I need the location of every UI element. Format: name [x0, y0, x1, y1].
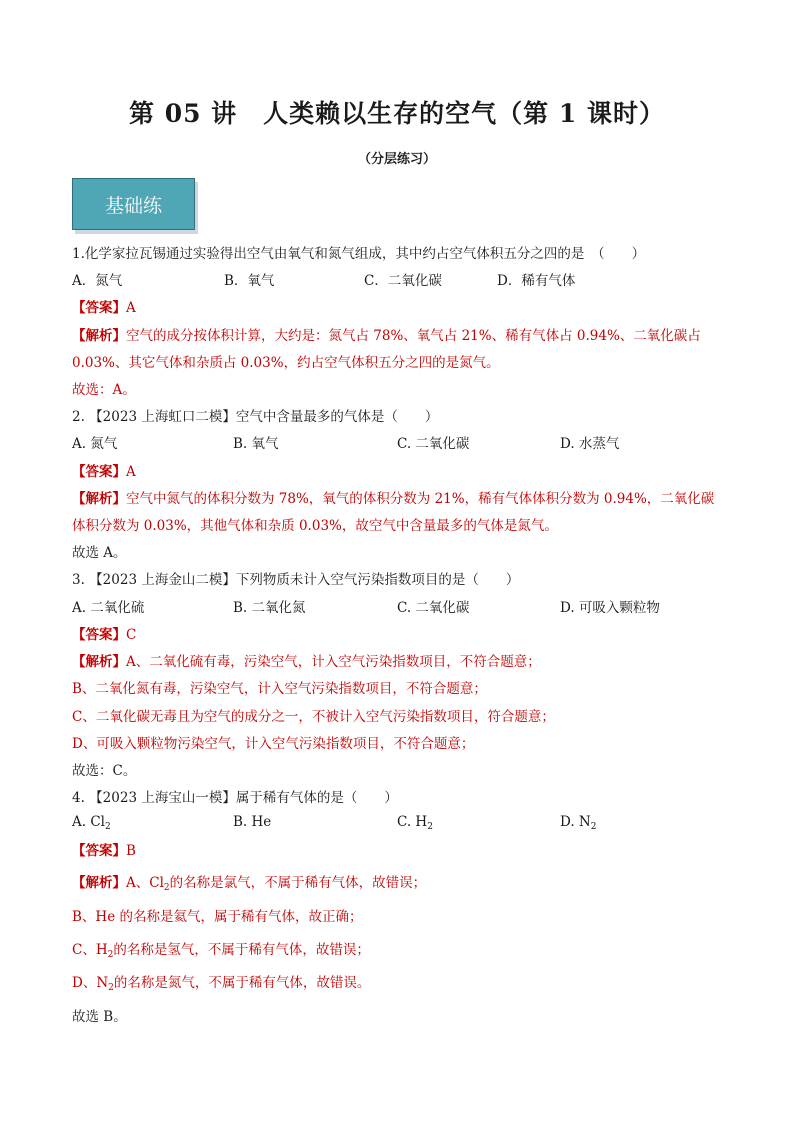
q4-analysis-d: D、$N_2$的名称是氮气，不属于稀有气体，故错误。	[72, 975, 371, 993]
q1-answer: 【答案】A	[72, 300, 136, 316]
q3-stem: 3. 【2023 上海金山二模】下列物质未计入空气污染指数项目的是（ ）	[72, 572, 520, 588]
q3-analysis-2: B、二氧化氮有毒，污染空气，计入空气污染指数项目，不符合题意；	[72, 681, 487, 697]
q4-option-b: B. He	[233, 814, 272, 830]
q2-stem: 2. 【2023 上海虹口二模】空气中含量最多的气体是（ ）	[72, 409, 439, 425]
page-subtitle: （分层练习）	[357, 152, 436, 167]
page-title: 第 05 讲 人类赖以生存的空气（第 1 课时）	[128, 99, 665, 128]
q1-option-a: A．氮气	[72, 273, 123, 289]
q2-conclusion: 故选 A。	[72, 545, 127, 561]
q1-analysis-2: 0.03%、其它气体和杂质占 0.03%，约占空气体积五分之四的是氮气。	[72, 355, 500, 371]
q4-conclusion: 故选 B。	[72, 1009, 127, 1025]
q3-analysis-4: D、可吸入颗粒物污染空气，计入空气污染指数项目，不符合题意；	[72, 736, 475, 752]
q4-stem: 4. 【2023 上海宝山一模】属于稀有气体的是（ ）	[72, 790, 398, 806]
q2-option-a: A. 氮气	[72, 436, 118, 452]
q3-answer: 【答案】C	[72, 627, 137, 643]
q2-option-d: D. 水蒸气	[560, 436, 620, 452]
q3-analysis-3: C、二氧化碳无毒且为空气的成分之一，不被计入空气污染指数项目，符合题意；	[72, 709, 555, 725]
q4-option-d: D. $N_2$	[560, 814, 597, 832]
q2-analysis-2: 体积分数为 0.03%，其他气体和杂质 0.03%，故空气中含量最多的气体是氮气。	[72, 518, 558, 534]
q3-conclusion: 故选：C。	[72, 763, 137, 779]
q4-analysis-c: C、$H_2$的名称是氢气，不属于稀有气体，故错误；	[72, 942, 370, 960]
q3-option-a: A. 二氧化硫	[72, 600, 145, 616]
q1-stem: 1.化学家拉瓦锡通过实验得出空气由氧气和氮气组成，其中约占空气体积五分之四的是 （ ）	[72, 246, 646, 262]
q2-option-b: B. 氧气	[233, 436, 279, 452]
q4-analysis-a: 【解析】A、$Cl_2$的名称是氯气，不属于稀有气体，故错误；	[72, 875, 427, 893]
q4-option-c: C. $H_2$	[397, 814, 433, 832]
q1-analysis-1: 【解析】空气的成分按体积计算，大约是：氮气占 78%、氧气占 21%、稀有气体占 0.94%、二氧化碳占	[72, 328, 701, 344]
section-badge: 基础练	[72, 178, 195, 230]
q2-answer: 【答案】A	[72, 464, 136, 480]
q4-analysis-b: B、He 的名称是氦气，属于稀有气体，故正确；	[72, 909, 363, 925]
q4-option-a: A. $Cl_2$	[72, 814, 111, 832]
q3-option-c: C. 二氧化碳	[397, 600, 470, 616]
q4-answer: 【答案】B	[72, 843, 136, 859]
q2-analysis-1: 【解析】空气中氮气的体积分数为 78%，氧气的体积分数为 21%，稀有气体体积分数为 0.94%，二氧化碳	[72, 491, 715, 507]
q3-option-d: D. 可吸入颗粒物	[560, 600, 660, 616]
q1-option-b: B．氧气	[224, 273, 275, 289]
q2-option-c: C. 二氧化碳	[397, 436, 470, 452]
q3-option-b: B. 二氧化氮	[233, 600, 306, 616]
q1-option-d: D．稀有气体	[497, 273, 576, 289]
q1-conclusion: 故选：A。	[72, 382, 136, 398]
q1-option-c: C．二氧化碳	[364, 273, 442, 289]
q3-analysis-1: 【解析】A、二氧化硫有毒，污染空气，计入空气污染指数项目，不符合题意；	[72, 654, 541, 670]
